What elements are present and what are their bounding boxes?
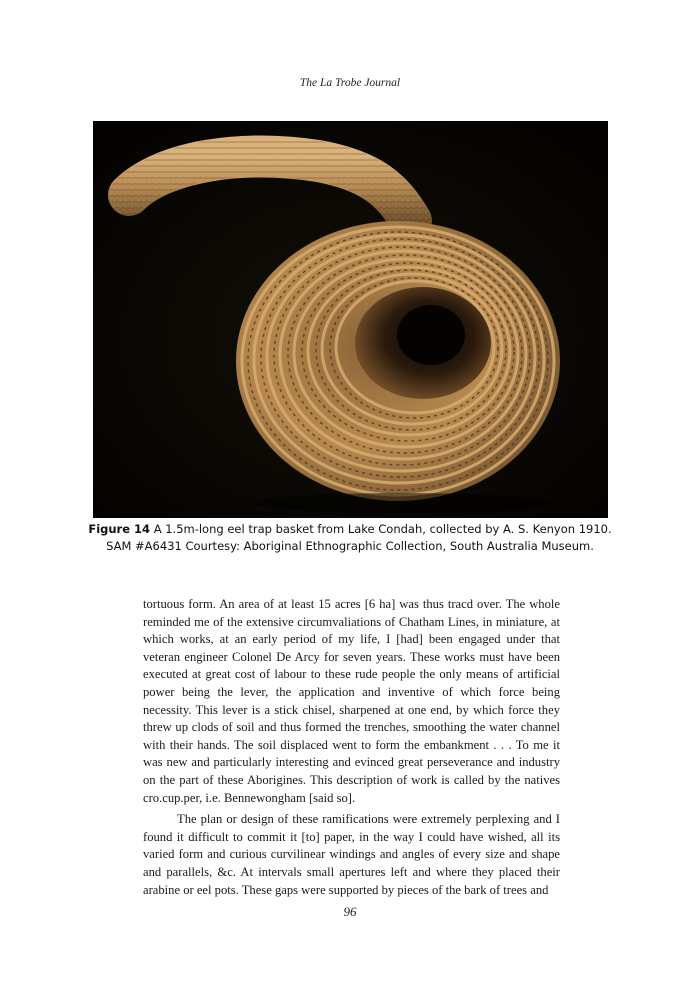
paragraph: tortuous form. An area of at least 15 acres [6 ha] was thus tracd over. The whole reminded me of the extensive circumvaliations of Chatham Lines, in miniature, at which works, at an early period of my life, I [had] been engaged under that veteran engineer Colonel De Arcy for seven years. These works must have been executed at great cost of labour to these rude people the only means of artificial power being the lever, the application and inventive of which force being necessity. This lever is a stick chisel, sharpened at one end, by which force they threw up clods of soil and thus formed the trenches, smoothing the water channel with their hands. The soil displaced went to form the embankment . . . To me it was new and particularly interesting and evinced great perseverance and industry on the part of these Aborigines. This description of work is called by the natives cro.cup.per, i.e. Bennewongham [said so].: [143, 597, 560, 805]
figure-caption: [70, 521, 630, 555]
caption-line-1: A 1.5m-long eel trap basket from Lake Condah, collected by A. S. Kenyon 1910.: [153, 522, 612, 536]
caption-line-2: SAM #A6431 Courtesy: Aboriginal Ethnographic Collection, South Australia Museum.: [106, 539, 594, 553]
figure-photo: [93, 121, 608, 518]
body-text: [143, 596, 560, 899]
running-head: The La Trobe Journal: [299, 77, 401, 89]
figure-label: Figure 14: [88, 522, 151, 536]
paragraph: The plan or design of these ramifications were extremely perplexing and I found it difficult to commit it [to] paper, in the way I could have wished, all its varied form and curious curvilinear windings and angles of every size and shape and parallels, &c. At intervals small apertures left and where they placed their arabine or eel pots. These gaps were supported by pieces of the bark of trees and: [143, 812, 560, 897]
page-number: 96: [343, 904, 357, 919]
